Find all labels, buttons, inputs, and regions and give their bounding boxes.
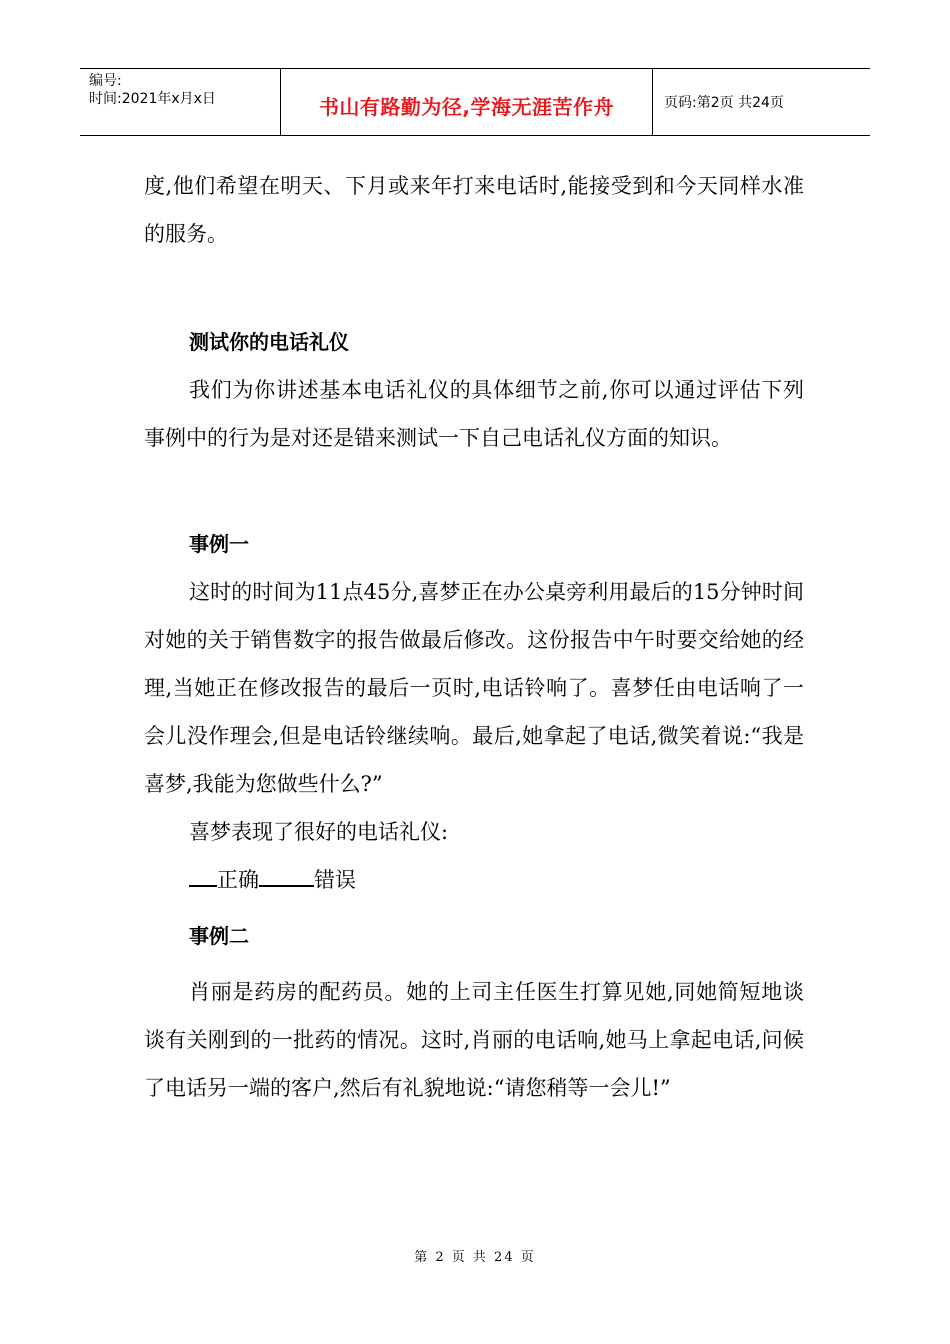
header-page-cell [653, 69, 870, 135]
header-slogan-cell [281, 69, 653, 135]
case-one-paragraph: 这时的时间为11点45分,喜梦正在办公桌旁利用最后的15分钟时间对她的关于销售数字的报告做最后修改。这份报告中午时要交给她的经理,当她正在修改报告的最后一页时,电话铃响了。喜梦任由电话响了一会儿没作理会,但是电话铃继续响。最后,她拿起了电话,微笑着说:“我是喜梦,我能为您做些什么?” [144, 580, 804, 796]
case-two-title: 事例二 [189, 924, 249, 948]
intro-paragraph: 我们为你讲述基本电话礼仪的具体细节之前,你可以通过评估下列事例中的行为是对还是错来测试一下自己电话礼仪方面的知识。 [144, 378, 804, 450]
page-header [80, 68, 870, 136]
spacer [144, 904, 804, 912]
option-correct-label: 正确 [217, 868, 259, 892]
header-slogan: 书山有路勤为径,学海无涯苦作舟 [318, 94, 615, 119]
option-wrong-label: 错误 [314, 868, 356, 892]
header-page-number: 页码:第2页 共24页 [664, 95, 784, 111]
case-two-paragraph: 肖丽是药房的配药员。她的上司主任医生打算见她,同她简短地谈谈有关刚到的一批药的情况。这时,肖丽的电话响,她马上拿起电话,问候了电话另一端的客户,然后有礼貌地说:“请您稍等一会儿!” [144, 980, 804, 1100]
answer-options [144, 856, 804, 904]
case-one-title: 事例一 [189, 532, 249, 556]
continuation-paragraph: 度,他们希望在明天、下月或来年打来电话时,能接受到和今天同样水准的服务。 [144, 174, 804, 246]
spacer [144, 258, 804, 318]
document-number-label: 编号: [89, 73, 122, 89]
section-title: 测试你的电话礼仪 [189, 330, 349, 354]
document-date-label: 时间:2021年x月x日 [89, 91, 216, 107]
document-body [144, 162, 804, 1112]
case-one-question: 喜梦表现了很好的电话礼仪: [189, 820, 449, 844]
spacer [144, 462, 804, 520]
answer-blank-wrong[interactable] [259, 865, 314, 887]
page-footer: 第 2 页 共 24 页 [414, 1250, 536, 1265]
spacer [144, 960, 804, 968]
header-meta-cell [80, 69, 281, 135]
answer-blank-correct[interactable] [189, 865, 217, 887]
